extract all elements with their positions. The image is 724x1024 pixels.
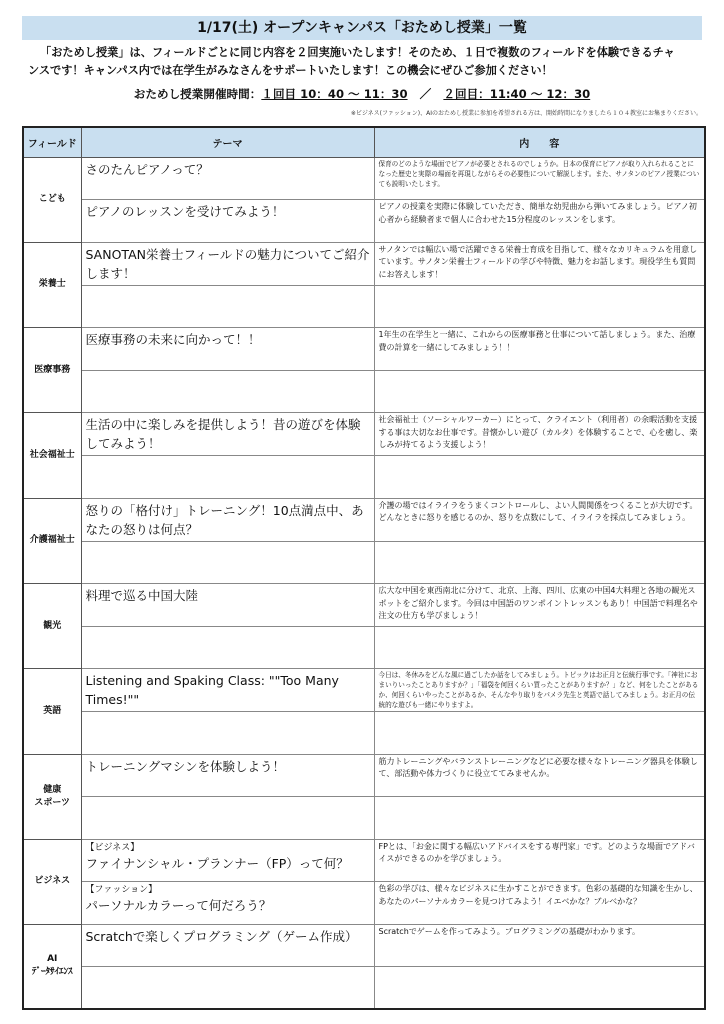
header-field: フィールド (23, 127, 81, 157)
content-cell (374, 967, 705, 1010)
page-title-text: 1/17(土) オープンキャンパス「おためし授業」一覧 (197, 20, 527, 36)
table-row (23, 669, 705, 712)
theme-cell (81, 541, 374, 584)
content-cell (374, 413, 705, 456)
field-cell (23, 669, 81, 755)
content-text: Scratchでゲームを作ってみよう。プログラミングの基礎がわかります。 (378, 926, 640, 936)
field-cell (23, 498, 81, 584)
theme-cell (81, 498, 374, 541)
theme-cell (81, 370, 374, 413)
table-row (23, 413, 705, 456)
content-text: FPとは、「お金に関する幅広いアドバイスをする専門家」です。どのような場面でアドバイスができるのかを学びましょう。 (378, 841, 695, 863)
table-row (23, 541, 705, 584)
theme-text: Scratchで楽しくプログラミング（ゲーム作成） (85, 928, 358, 944)
table-row (23, 882, 705, 925)
field-name: 社会福祉士 (29, 449, 75, 460)
schedule-separator: ／ (419, 87, 432, 101)
theme-tag: 【ファッション】 (85, 885, 158, 895)
content-text: 1年生の在学生と一緒に、これからの医療事務と仕事について話しましょう。また、治療費の計算を一緒にしてみましょう！！ (378, 330, 696, 352)
content-cell (374, 370, 705, 413)
theme-text: トレーニングマシンを体験しよう！ (85, 758, 285, 774)
page-title (22, 16, 702, 40)
header-content: 内 容 (374, 127, 705, 157)
table-row (23, 712, 705, 755)
table-body (23, 157, 705, 1009)
intro-line-2: ンスです！キャンパス内では在学生がみなさんをサポートいたします！この機会にぜひご参加ください！ (28, 64, 553, 77)
content-cell (374, 285, 705, 328)
content-cell (374, 328, 705, 371)
content-cell (374, 669, 705, 712)
table-row (23, 967, 705, 1010)
content-cell (374, 882, 705, 925)
content-cell (374, 584, 705, 627)
theme-cell (81, 626, 374, 669)
content-cell (374, 200, 705, 243)
schedule-time-2: ２回目：11:40 ～ 12：30 (443, 87, 591, 101)
table-row (23, 754, 705, 797)
table-row (23, 797, 705, 840)
field-cell (23, 924, 81, 1009)
content-cell (374, 498, 705, 541)
field-name: 英語 (43, 705, 62, 716)
content-cell (374, 924, 705, 967)
field-cell (23, 754, 81, 839)
table-row (23, 157, 705, 200)
field-cell (23, 839, 81, 924)
theme-cell (81, 200, 374, 243)
content-cell (374, 157, 705, 200)
theme-text: ファイナンシャル・プランナー（FP）って何？ (85, 855, 349, 871)
field-name: 介護福祉士 (29, 535, 75, 546)
content-cell (374, 712, 705, 755)
content-cell (374, 839, 705, 882)
attendance-note: ※ビジネス(ファッション)、AIのおためし授業に参加を希望される方は、開始時間になりましたら１０４教室にお集まりください。 (350, 110, 702, 117)
theme-cell (81, 456, 374, 499)
theme-cell (81, 242, 374, 285)
theme-cell (81, 285, 374, 328)
content-text: 今日は、冬休みをどんな風に過ごしたか話をしてみましょう。トピックはお正月と伝統行事です。「神社におまいりいったことありますか？」「福袋を何回くらい買ったことがありますか？」など、何をしたことがあるか、何回くらいやったことがあるか、そんなやり取りをパメラ先生と英語で話してみましょう。お正月の伝統的な遊びも一緒にやりますよ。 (378, 671, 699, 709)
theme-cell (81, 669, 374, 712)
program-table (22, 126, 706, 1010)
table-row (23, 498, 705, 541)
theme-cell (81, 882, 374, 925)
field-name-line-2: スポーツ (34, 797, 71, 808)
theme-cell (81, 328, 374, 371)
table-row (23, 456, 705, 499)
field-cell (23, 242, 81, 328)
theme-text: 医療事務の未来に向かって！！ (85, 332, 261, 347)
field-name: AI (47, 954, 58, 965)
field-name: ビジネス (34, 876, 71, 886)
content-text: 社会福祉士（ソーシャルワーカー）にとって、クライエント（利用者）の余暇活動を支援する事は大切なお仕事です。昔懐かしい遊び（カルタ）を体験することで、心を癒し、楽しみが持てるよう支援しよう！ (378, 415, 698, 449)
content-cell (374, 242, 705, 285)
content-cell (374, 797, 705, 840)
table-row (23, 626, 705, 669)
content-text: ピアノの授業を実際に体験していただき、簡単な幼児曲から弾いてみましょう。ピアノ初心者から経験者まで個人に合わせた15分程度のレッスンをします。 (378, 202, 697, 224)
table-row (23, 328, 705, 371)
content-text: 保育のどのような場面でピアノが必要とされるのでしょうか。日本の保育にピアノが取り入れられることになった歴史と実際の場面を再現しながらその必要性について解説します。また、サノタンのピアノ授業についても説明いたします。 (378, 159, 700, 188)
theme-cell (81, 839, 374, 882)
table-row (23, 584, 705, 627)
content-cell (374, 626, 705, 669)
intro-text (28, 44, 700, 80)
table-row (23, 242, 705, 285)
table-row (23, 839, 705, 882)
theme-cell (81, 712, 374, 755)
field-cell (23, 157, 81, 242)
theme-cell (81, 413, 374, 456)
table-row (23, 924, 705, 967)
table-row (23, 285, 705, 328)
theme-text: SANOTAN栄養士フィールドの魅力についてご紹介します！ (85, 246, 370, 281)
theme-cell (81, 584, 374, 627)
content-cell (374, 456, 705, 499)
content-cell (374, 541, 705, 584)
theme-cell (81, 967, 374, 1010)
table-row (23, 370, 705, 413)
theme-text: ピアノのレッスンを受けてみよう！ (85, 204, 285, 219)
table-row (23, 200, 705, 243)
content-text: サノタンでは幅広い場で活躍できる栄養士育成を目指して、様々なカリキュラムを用意しています。サノタン栄養士フィールドの学びや特徴、魅力をお話します。現役学生も質問にお答えします！ (378, 244, 698, 279)
theme-cell (81, 157, 374, 200)
schedule-line (0, 85, 724, 103)
field-cell (23, 413, 81, 499)
theme-text: 料理で巡る中国大陸 (85, 588, 199, 603)
field-name: 栄養士 (38, 279, 66, 290)
field-name: 健康 (43, 784, 62, 795)
theme-text: さのたんピアノって？ (85, 161, 209, 177)
content-text: 筋力トレーニングやバランストレーニングなどに必要な様々なトレーニング器具を体験して、部活動や体力づくりに役立ててみませんか。 (378, 756, 698, 778)
theme-text: 生活の中に楽しみを提供しよう！昔の遊びを体験してみよう！ (85, 417, 361, 451)
theme-text: パーソナルカラーって何だろう？ (85, 898, 272, 913)
content-text: 広大な中国を東西南北に分けて、北京、上海、四川、広東の中国4大料理と各地の観光スポットをご紹介します。今回は中国語のワンポイントレッスンもあり！中国語で料理名や注文の仕方も学びましょう！ (378, 586, 698, 620)
field-name: こども (38, 194, 66, 204)
field-name: 医療事務 (34, 364, 71, 375)
field-cell (23, 328, 81, 413)
theme-cell (81, 754, 374, 797)
content-text: 色彩の学びは、様々なビジネスに生かすことができます。色彩の基礎的な知識を生かし、あなたのパーソナルカラーを見つけてみよう！イエベかな？ブルベかな？ (378, 884, 698, 906)
theme-cell (81, 797, 374, 840)
table-header-row (23, 127, 705, 157)
theme-cell (81, 924, 374, 967)
theme-tag: 【ビジネス】 (85, 842, 140, 853)
intro-line-1: 「おためし授業」は、フィールドごとに同じ内容を２回実施いたします！そのため、１日で複数のフィールドを体験できるチャ (40, 46, 675, 59)
header-theme: テーマ (81, 127, 374, 157)
content-cell (374, 754, 705, 797)
field-cell (23, 584, 81, 669)
theme-text: Listening and Spaking Class: ""Too Many Times!"" (85, 673, 339, 707)
theme-text: 怒りの「格付け」トレーニング！10点満点中、あなたの怒りは何点？ (85, 502, 364, 537)
schedule-label: おためし授業開催時間： (133, 87, 262, 101)
field-name: 観光 (43, 620, 62, 631)
schedule-time-1: １回目 10：40 ～ 11：30 (261, 87, 408, 101)
content-text: 介護の場ではイライラをうまくコントロールし、よい人間関係をつくることが大切です。どんなときに怒りを感じるのか、怒りを点数にして、イライラを採点してみましょう。 (378, 500, 698, 522)
field-name-line-2: ﾃﾞｰﾀｻｲｴﾝｽ (31, 967, 73, 978)
